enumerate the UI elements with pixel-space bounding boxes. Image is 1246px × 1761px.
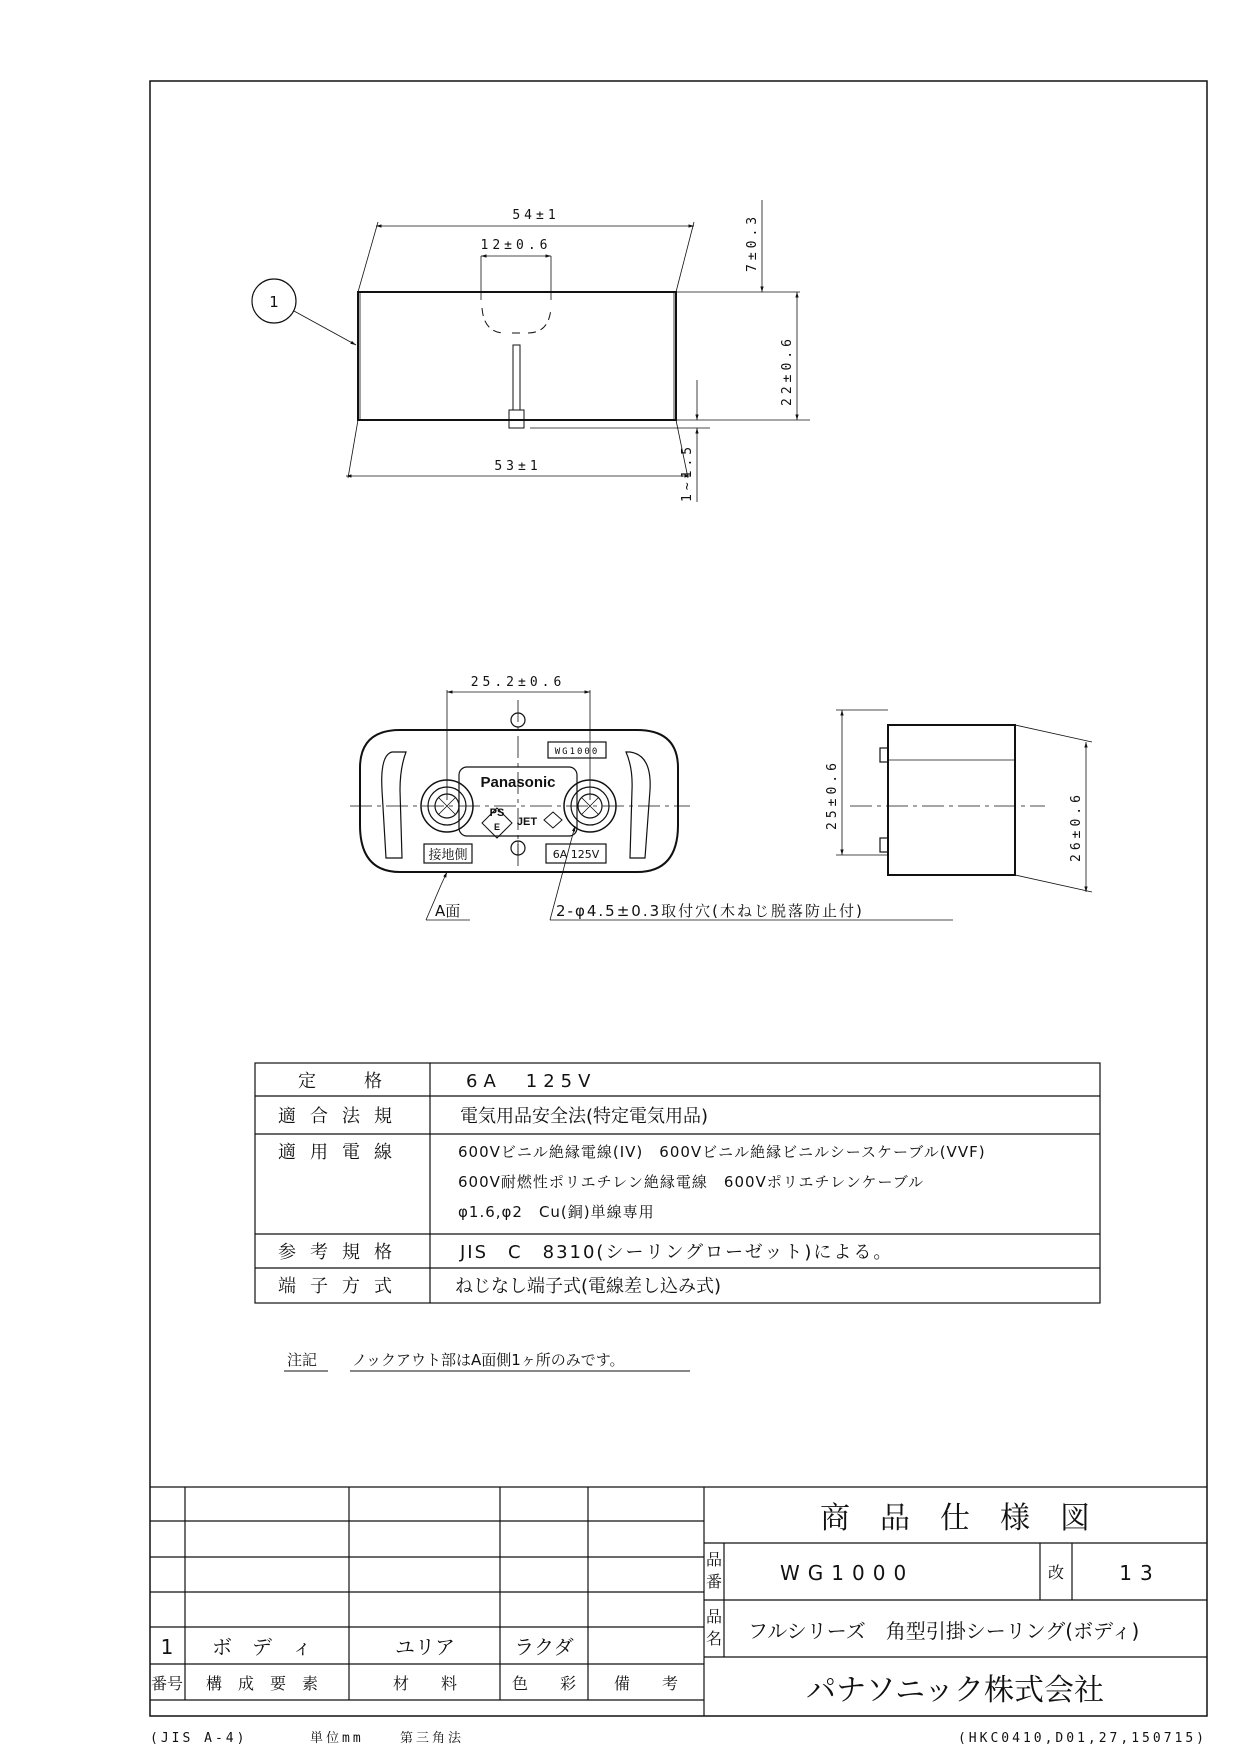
rev-number: 13 xyxy=(1119,1561,1161,1585)
spec-value-wire-2: 600V耐燃性ポリエチレン絶縁電線 600Vポリエチレンケーブル xyxy=(458,1173,925,1191)
bom-row-color: ラクダ xyxy=(514,1635,574,1659)
ground-label: 接地側 xyxy=(428,848,468,863)
note-label: 注記 xyxy=(287,1351,318,1369)
dim-text-12: 12±0.6 xyxy=(480,238,552,253)
dim-text-25: 25±0.6 xyxy=(825,759,840,830)
brand-mark: Panasonic xyxy=(480,774,556,791)
bom-row-element: ボ デ ィ xyxy=(212,1635,312,1659)
ps-mark: PS xyxy=(489,807,505,819)
ps-sub-mark: E xyxy=(493,822,501,832)
spec-label-terminal: 端子方式 xyxy=(278,1276,406,1297)
bom-header-no: 番号 xyxy=(150,1674,184,1693)
model-mark: WG1000 xyxy=(554,747,600,757)
jet-mark: JET xyxy=(516,816,538,828)
spec-label-standard: 参考規格 xyxy=(278,1242,406,1263)
name-label-1: 品 xyxy=(705,1607,723,1626)
spec-value-standard: JIS C 8310(シーリングローゼット)による。 xyxy=(460,1242,894,1263)
drawing-title: 商 品 仕 様 図 xyxy=(820,1501,1090,1536)
spec-value-rating: 6A 125V xyxy=(466,1071,597,1092)
footer-unit: 単位mm xyxy=(310,1731,364,1746)
bom-header-remarks: 備 考 xyxy=(613,1674,679,1693)
spec-value-law: 電気用品安全法(特定電気用品) xyxy=(460,1106,709,1127)
dim-text-54: 54±1 xyxy=(512,208,560,223)
dim-text-1-1.5: 1~1.5 xyxy=(680,442,695,502)
body-outline-side xyxy=(888,725,1015,875)
bom-row-material: ユリア xyxy=(395,1635,455,1659)
footer-projection: 第三角法 xyxy=(400,1731,465,1746)
a-face-label: A面 xyxy=(435,902,461,920)
footer-paper: (JIS A-4) xyxy=(150,1731,248,1746)
bom-header-color: 色 彩 xyxy=(511,1674,577,1693)
hole-note: 2-φ4.5±0.3取付穴(木ねじ脱落防止付) xyxy=(556,902,864,920)
company-name: パナソニック株式会社 xyxy=(806,1673,1104,1708)
dim-text-7: 7±0.3 xyxy=(745,212,760,272)
product-name: フルシリーズ 角型引掛シーリング(ボディ) xyxy=(748,1619,1140,1643)
front-view xyxy=(350,690,953,920)
spec-value-terminal: ねじなし端子式(電線差し込み式) xyxy=(455,1276,722,1297)
footer-doc-code: (HKC0410,D01,27,150715) xyxy=(957,1731,1207,1746)
part-no: WG1000 xyxy=(780,1561,915,1585)
note-text: ノックアウト部はA面側1ヶ所のみです。 xyxy=(352,1351,625,1369)
rev-label: 改 xyxy=(1047,1563,1065,1582)
spec-label-wire: 適用電線 xyxy=(278,1142,406,1163)
part-no-label-2: 番 xyxy=(705,1572,723,1591)
body-outline-top xyxy=(358,292,676,420)
spec-label-rating: 定 格 xyxy=(298,1071,386,1092)
name-label-2: 名 xyxy=(705,1629,723,1648)
spec-label-law: 適合法規 xyxy=(278,1106,406,1127)
bom-header-element: 構 成 要 素 xyxy=(205,1674,319,1693)
spec-value-wire-3: φ1.6,φ2 Cu(銅)単線専用 xyxy=(458,1203,655,1221)
dim-text-22: 22±0.6 xyxy=(780,335,795,406)
bom-row-no: 1 xyxy=(160,1635,174,1659)
part-no-label-1: 品 xyxy=(705,1550,723,1569)
sheet-border xyxy=(150,81,1207,1716)
side-view xyxy=(836,710,1092,892)
dim-text-53: 53±1 xyxy=(494,459,542,474)
dim-text-26: 26±0.6 xyxy=(1069,791,1084,862)
dim-text-25.2: 25.2±0.6 xyxy=(470,675,566,690)
spec-value-wire-1: 600Vビニル絶縁電線(IV) 600Vビニル絶縁ビニルシースケーブル(VVF) xyxy=(458,1143,986,1161)
balloon-1-label: 1 xyxy=(269,293,279,311)
rating-mark: 6A 125V xyxy=(552,848,600,861)
bom-header-material: 材 料 xyxy=(392,1674,458,1693)
